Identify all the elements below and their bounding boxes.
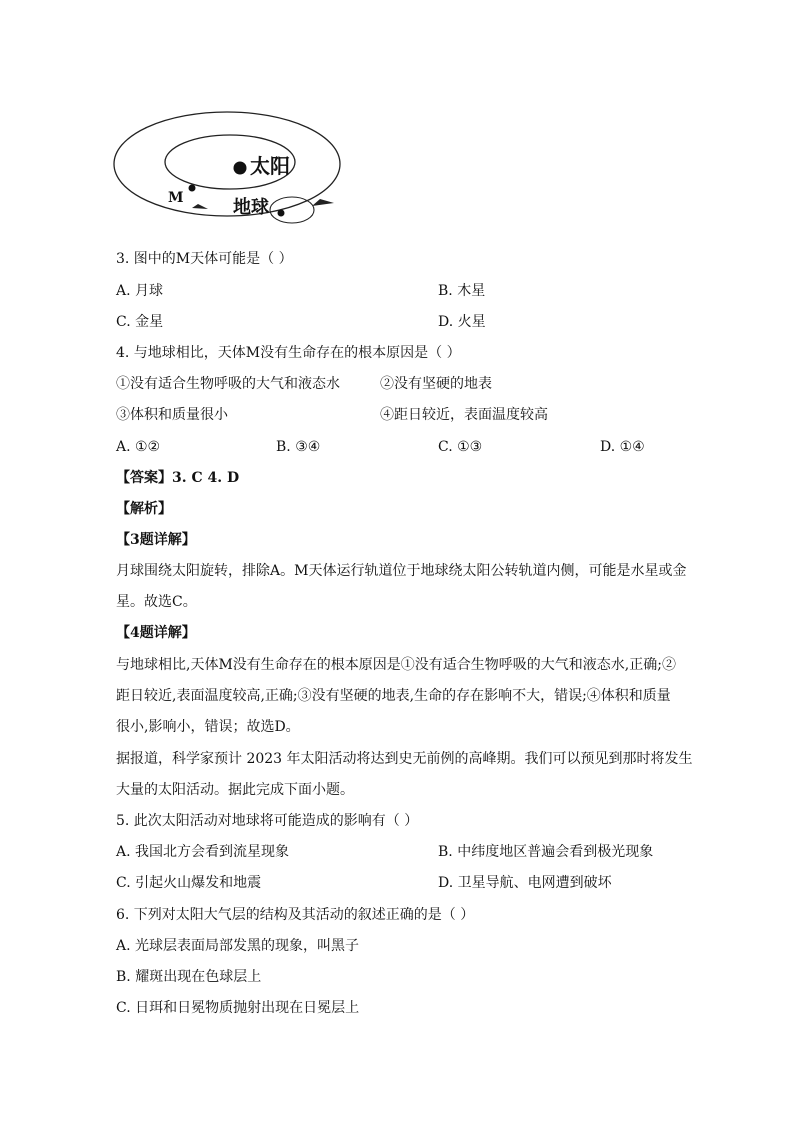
orbit-diagram [112, 106, 342, 236]
q4-item-3: ③体积和质量很小 [116, 407, 228, 423]
answer-line: 【答案】3. C 4. D [116, 470, 240, 486]
passage-text-2: 大量的太阳活动。据此完成下面小题。 [116, 782, 354, 798]
q5-option-b: B. 中纬度地区普遍会看到极光现象 [438, 844, 654, 860]
q4-item-1: ①没有适合生物呼吸的大气和液态水 [116, 376, 340, 392]
sun-label: 太阳 [250, 154, 290, 178]
question-6-stem: 6. 下列对太阳大气层的结构及其活动的叙述正确的是（ ） [116, 907, 475, 923]
q3-option-d: D. 火星 [438, 314, 486, 330]
m-orbit-arrow [312, 199, 334, 206]
q4-detail-text-2: 距日较近,表面温度较高,正确;③没有坚硬的地表,生命的存在影响不大，错误;④体积和质量 [116, 688, 671, 704]
q4-item-2: ②没有坚硬的地表 [380, 376, 492, 392]
analysis-heading: 【解析】 [116, 501, 172, 517]
moon-orbit [270, 197, 314, 223]
question-3-stem: 3. 图中的M天体可能是（ ） [116, 251, 293, 267]
q3-detail-text-1: 月球围绕太阳旋转，排除A。M天体运行轨道位于地球绕太阳公转轨道内侧，可能是水星或金 [116, 563, 687, 579]
q3-detail-heading: 【3题详解】 [116, 532, 196, 548]
passage-text-1: 据报道，科学家预计 2023 年太阳活动将达到史无前例的高峰期。我们可以预见到那时将发生 [116, 751, 693, 767]
q4-detail-heading: 【4题详解】 [116, 625, 196, 641]
question-5-stem: 5. 此次太阳活动对地球将可能造成的影响有（ ） [116, 813, 419, 829]
q5-option-c: C. 引起火山爆发和地震 [116, 875, 262, 891]
q4-option-d: D. ①④ [600, 439, 645, 455]
earth-label: 地球 [233, 197, 269, 218]
question-4-stem: 4. 与地球相比，天体M没有生命存在的根本原因是（ ） [116, 345, 461, 361]
q4-option-a: A. ①② [116, 439, 161, 455]
q3-detail-text-2: 星。故选C。 [116, 594, 197, 610]
q6-option-b: B. 耀斑出现在色球层上 [116, 969, 262, 985]
m-dot [189, 185, 196, 192]
q4-detail-text-1: 与地球相比,天体M没有生命存在的根本原因是①没有适合生物呼吸的大气和液态水,正确;② [116, 657, 676, 673]
m-label: M [168, 190, 184, 206]
q5-option-d: D. 卫星导航、电网遭到破坏 [438, 875, 612, 891]
q3-option-a: A. 月球 [116, 283, 164, 299]
q4-item-4: ④距日较近，表面温度较高 [380, 407, 548, 423]
q6-option-a: A. 光球层表面局部发黑的现象，叫黑子 [116, 938, 360, 954]
q4-option-c: C. ①③ [438, 439, 483, 455]
q4-detail-text-3: 很小,影响小，错误；故选D。 [116, 719, 300, 735]
q4-option-b: B. ③④ [276, 439, 321, 455]
earth-dot [278, 210, 285, 217]
q3-option-c: C. 金星 [116, 314, 164, 330]
sun-dot [234, 162, 247, 175]
q5-option-a: A. 我国北方会看到流星现象 [116, 844, 290, 860]
q6-option-c: C. 日珥和日冕物质抛射出现在日冕层上 [116, 1000, 360, 1016]
q3-option-b: B. 木星 [438, 283, 486, 299]
earth-orbit-arrow [192, 204, 208, 209]
